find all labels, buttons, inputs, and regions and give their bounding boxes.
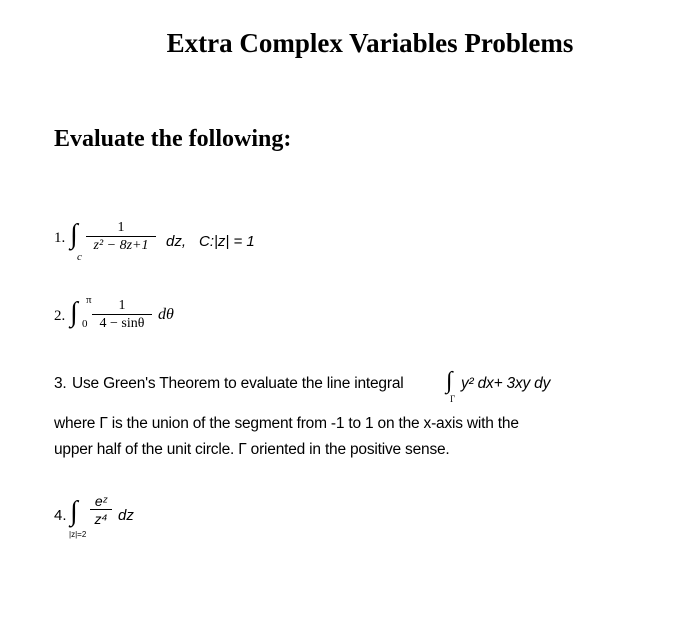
integral-lower-limit: c <box>77 251 82 263</box>
differential: dz, <box>166 233 187 250</box>
numerator: 1 <box>117 220 125 235</box>
problem-number: 3. <box>54 375 67 392</box>
problem-number: 2. <box>54 308 66 324</box>
integrand-fraction <box>90 493 112 528</box>
section-heading: Evaluate the following: <box>54 126 292 152</box>
integrand-fraction <box>86 220 156 255</box>
integral-sign: ∫ <box>446 368 453 394</box>
integral-lower-limit: 0 <box>82 318 88 330</box>
denominator: z² − 8z+1 <box>93 238 149 253</box>
problem-number: 1. <box>54 230 66 246</box>
integrand: y² dx+ 3xy dy <box>461 375 551 392</box>
integral-lower-limit: |z|=2 <box>69 530 87 539</box>
integral-sign: ∫ <box>70 496 78 527</box>
contour-condition: C:|z| = 1 <box>199 233 255 250</box>
integral-sign: ∫ <box>70 219 78 250</box>
problem-number: 4. <box>54 507 67 524</box>
integral-upper-limit: π <box>86 294 92 306</box>
integral-sign: ∫ <box>70 297 78 328</box>
denominator: z⁴ <box>94 511 108 527</box>
denominator: 4 − sinθ <box>99 316 145 331</box>
integrand-fraction <box>92 298 152 333</box>
problem-intro: Use Green's Theorem to evaluate the line integral <box>72 375 404 392</box>
problem-text-line: upper half of the unit circle. Γ oriented in the positive sense. <box>54 441 450 458</box>
page-title: Extra Complex Variables Problems <box>166 28 574 58</box>
numerator: eᶻ <box>94 493 108 509</box>
differential: dθ <box>158 306 174 323</box>
problem-text-line: where Γ is the union of the segment from -1 to 1 on the x-axis with the <box>54 415 519 432</box>
numerator: 1 <box>118 298 126 313</box>
differential: dz <box>118 507 134 524</box>
integral-subscript: Γ <box>450 394 456 404</box>
